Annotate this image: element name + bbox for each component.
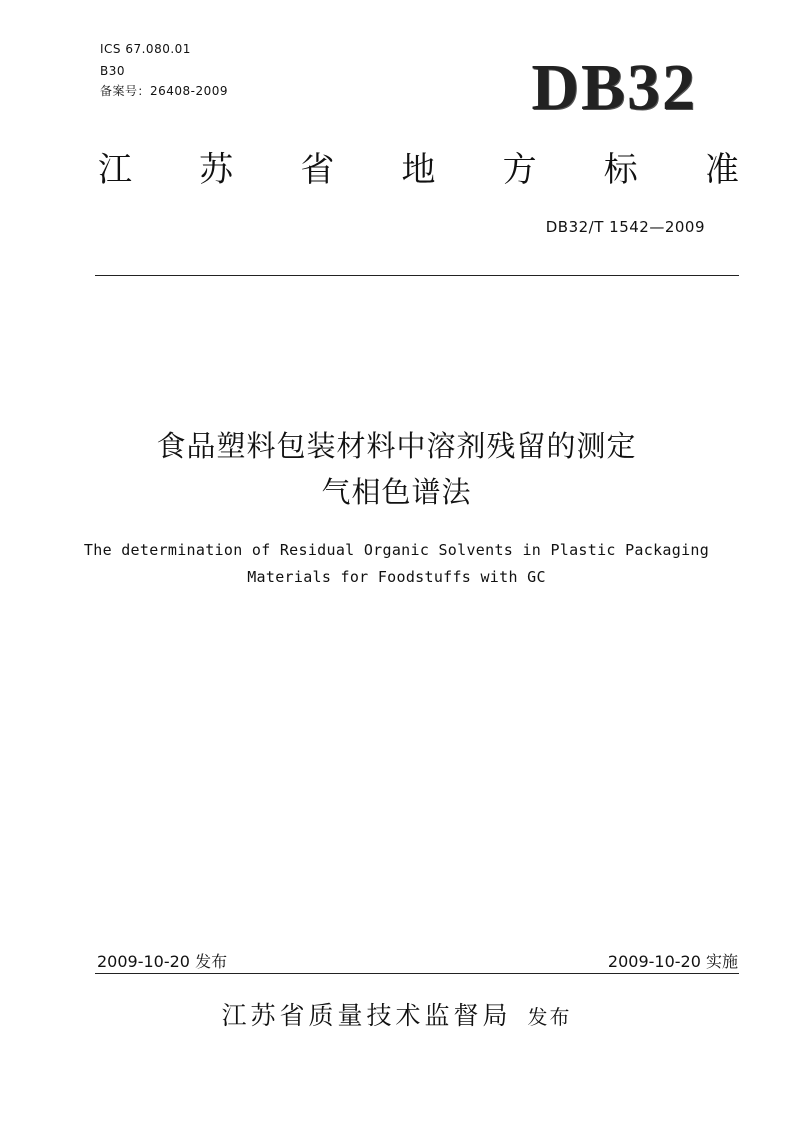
issue-date: 2009-10-20 发布 [97, 952, 228, 971]
publisher-name: 江苏省质量技术监督局 [221, 1001, 512, 1030]
publish-label: 发布 [527, 1005, 572, 1029]
publisher-line [0, 996, 793, 1032]
agency-char: 省 [300, 150, 337, 190]
title-zh-line1: 食品塑料包装材料中溶剂残留的测定 [156, 429, 637, 463]
agency-char: 准 [704, 150, 741, 190]
agency-char: 方 [502, 150, 539, 190]
filing-number: 备案号：26408-2009 [100, 84, 229, 98]
implement-date: 2009-10-20 实施 [607, 952, 738, 971]
agency-char: 苏 [199, 150, 236, 190]
title-zh-line2: 气相色谱法 [321, 475, 472, 509]
category-code: B30 [100, 64, 126, 78]
standard-number: DB32/T 1542—2009 [545, 218, 705, 236]
agency-char: 地 [401, 150, 438, 190]
ics-code: ICS 67.080.01 [100, 42, 191, 56]
header-divider [95, 275, 739, 276]
agency-char: 标 [603, 150, 640, 190]
footer-divider [95, 973, 739, 974]
title-en-line1: The determination of Residual Organic Solvents in Plastic Packaging [83, 541, 710, 559]
agency-char: 江 [98, 150, 134, 190]
standard-type-heading [98, 142, 741, 191]
db32-logo: DB32 [531, 51, 697, 124]
title-en-line2: Materials for Foodstuffs with GC [247, 568, 546, 586]
